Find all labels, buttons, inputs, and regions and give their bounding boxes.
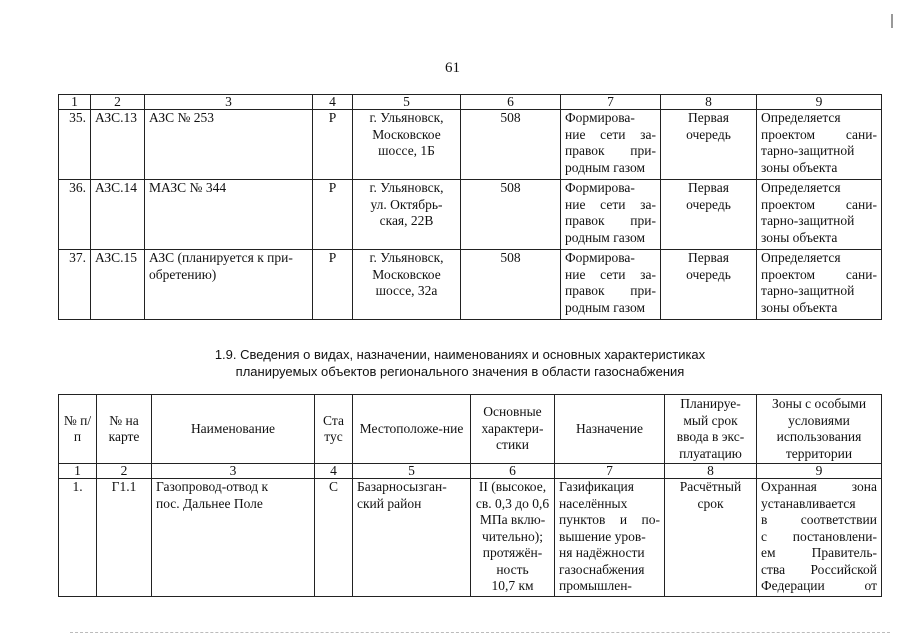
column-header: Местоположе-ние (353, 395, 471, 464)
column-number: 3 (152, 464, 315, 479)
object-status: Р (313, 110, 353, 180)
column-number: 6 (461, 95, 561, 110)
object-value: 508 (461, 110, 561, 180)
object-name: МАЗС № 344 (145, 180, 313, 250)
column-number: 4 (315, 464, 353, 479)
column-number: 7 (561, 95, 661, 110)
column-number: 5 (353, 464, 471, 479)
column-header: Назначение (555, 395, 665, 464)
object-term: Расчётный срок (665, 479, 757, 597)
object-value: 508 (461, 250, 561, 320)
column-header: Зоны с особыми условиями использования территории (757, 395, 882, 464)
page-bottom-edge (70, 632, 890, 633)
object-name: Газопровод-отвод к пос. Дальнее Поле (152, 479, 315, 597)
table-row (59, 180, 882, 250)
column-number: 2 (91, 95, 145, 110)
map-code: АЗС.15 (91, 250, 145, 320)
section-title-line: 1.9. Сведения о видах, назначении, наименованиях и основных характеристиках (214, 347, 706, 362)
map-code: АЗС.13 (91, 110, 145, 180)
object-zones: Определяется проектом сани- тарно-защитной зоны объекта (757, 110, 882, 180)
section-title (140, 346, 780, 380)
column-header: Наименование (152, 395, 315, 464)
column-number-row (59, 464, 882, 479)
object-characteristics: II (высокое, св. 0,3 до 0,6 МПа вклю- чительно); протяжён- ность 10,7 км (471, 479, 555, 597)
column-header: Ста тус (315, 395, 353, 464)
column-header: Планируе-мый срок ввода в экс-плуатацию (665, 395, 757, 464)
object-status: С (315, 479, 353, 597)
column-number: 7 (555, 464, 665, 479)
section-title-line: планируемых объектов регионального значения в области газоснабжения (235, 364, 685, 379)
column-number-row (59, 95, 882, 110)
column-number: 3 (145, 95, 313, 110)
stations-table (58, 94, 882, 320)
column-number: 8 (661, 95, 757, 110)
object-purpose: Формирова- ние сети за- правок при- родным газом (561, 110, 661, 180)
column-number: 5 (353, 95, 461, 110)
object-zones: Охранная зона устанавливается в соответствии с постановлени- ем Правитель- ства Российской Федерации от (757, 479, 882, 597)
object-term: Первая очередь (661, 110, 757, 180)
column-number: 9 (757, 95, 882, 110)
scan-edge-mark (891, 14, 897, 28)
row-number: 35. (59, 110, 91, 180)
row-number: 37. (59, 250, 91, 320)
page-number: 61 (445, 60, 460, 76)
table-row (59, 250, 882, 320)
object-status: Р (313, 180, 353, 250)
object-value: 508 (461, 180, 561, 250)
column-number: 9 (757, 464, 882, 479)
object-purpose: Газификация населённых пунктов и по- вышение уров- ня надёжности газоснабжения промышлен- (555, 479, 665, 597)
column-number: 1 (59, 95, 91, 110)
object-term: Первая очередь (661, 250, 757, 320)
object-name: АЗС (планируется к при-обретению) (145, 250, 313, 320)
column-number: 1 (59, 464, 97, 479)
object-zones: Определяется проектом сани- тарно-защитной зоны объекта (757, 180, 882, 250)
object-status: Р (313, 250, 353, 320)
column-header: Основные характери-стики (471, 395, 555, 464)
object-purpose: Формирова- ние сети за- правок при- родным газом (561, 250, 661, 320)
object-location: г. Ульяновск, ул. Октябрь- ская, 22В (353, 180, 461, 250)
object-location: Базарносызган- ский район (353, 479, 471, 597)
column-header: № на карте (97, 395, 152, 464)
object-term: Первая очередь (661, 180, 757, 250)
gas-objects-table (58, 394, 882, 597)
column-number: 2 (97, 464, 152, 479)
column-number: 8 (665, 464, 757, 479)
object-purpose: Формирова- ние сети за- правок при- родным газом (561, 180, 661, 250)
object-location: г. Ульяновск, Московское шоссе, 32а (353, 250, 461, 320)
object-zones: Определяется проектом сани- тарно-защитной зоны объекта (757, 250, 882, 320)
object-name: АЗС № 253 (145, 110, 313, 180)
object-location: г. Ульяновск, Московское шоссе, 1Б (353, 110, 461, 180)
column-number: 6 (471, 464, 555, 479)
header-row (59, 395, 882, 464)
row-number: 36. (59, 180, 91, 250)
table-row (59, 110, 882, 180)
row-number: 1. (59, 479, 97, 597)
map-code: Г1.1 (97, 479, 152, 597)
table-row (59, 479, 882, 597)
column-header: № п/п (59, 395, 97, 464)
map-code: АЗС.14 (91, 180, 145, 250)
column-number: 4 (313, 95, 353, 110)
